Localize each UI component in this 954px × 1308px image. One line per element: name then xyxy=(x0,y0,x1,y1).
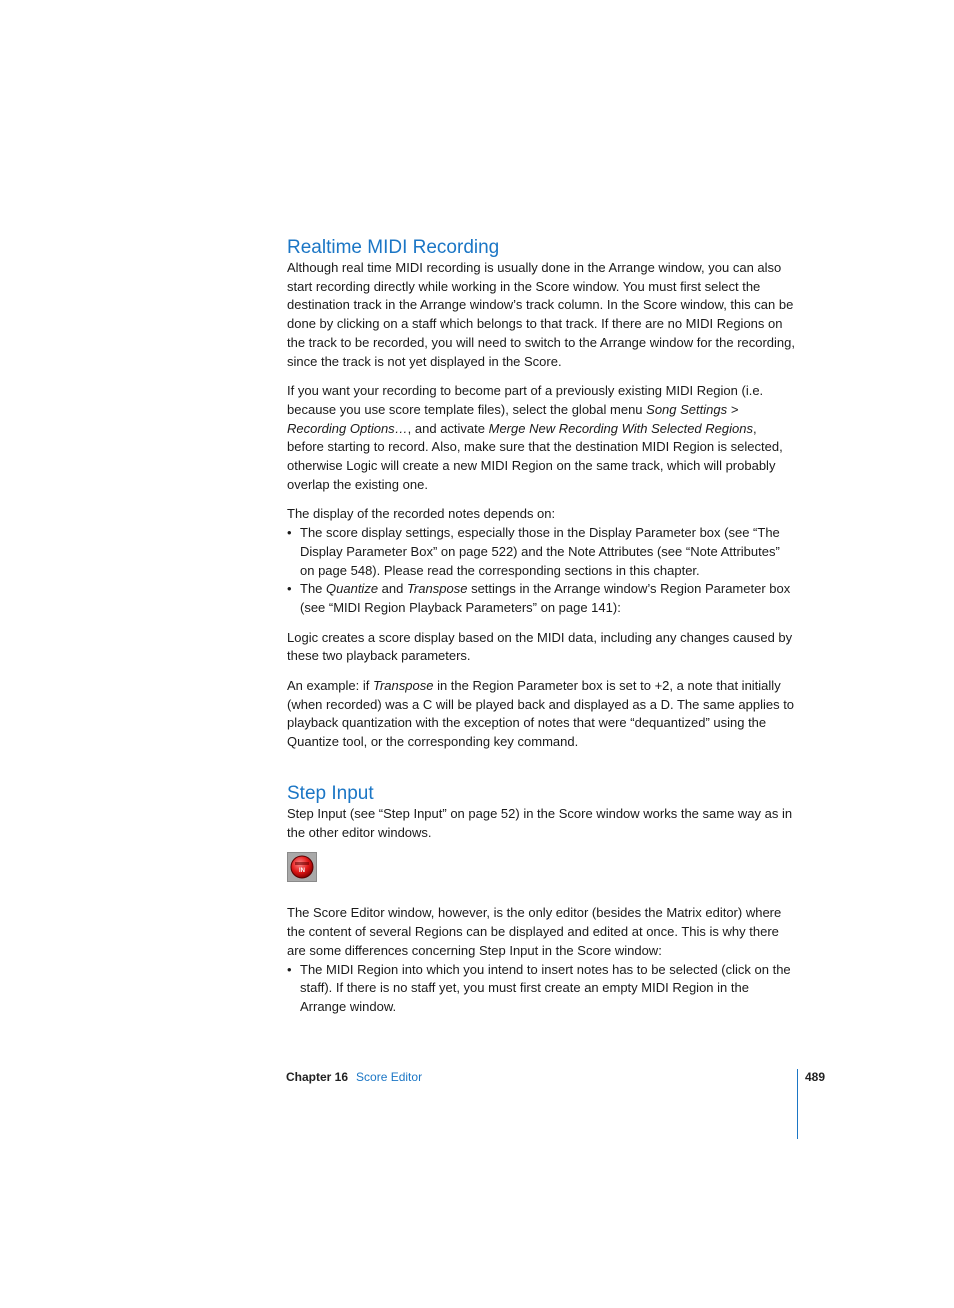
page-footer xyxy=(286,1070,422,1084)
section-realtime-midi-recording xyxy=(287,237,797,752)
section-link[interactable]: Score Editor xyxy=(356,1070,423,1084)
step-input-icon xyxy=(287,852,317,882)
text-run: , and activate xyxy=(407,420,489,436)
paragraph: The Score Editor window, however, is the only editor (besides the Matrix editor) where the content of several Regions can be displayed and edited at once. This is why there are some differences concerning Step Input in the Score window: xyxy=(287,905,782,958)
footer-divider xyxy=(797,1069,798,1139)
list-item xyxy=(287,580,797,617)
param-name: Quantize xyxy=(326,581,379,597)
chapter-label: Chapter 16 xyxy=(286,1070,349,1084)
text-run: The score display settings, especially those in the Display Parameter box (see “The Display Parameter Box” on page 522) and the Note Attributes (see “Note Attributes” on page 548). Please read the corresponding sections in this chapter. xyxy=(300,525,780,578)
paragraph: Although real time MIDI recording is usually done in the Arrange window, you can also start recording directly while working in the Score window. You must first select the destination track in the Arrange window’s track column. In the Score window, this can be done by clicking on a staff which belongs to that track. If there are no MIDI Regions on the track to be recorded, you will need to switch to the Arrange window for the recording, since the track is not yet displayed in the Score. xyxy=(287,260,795,369)
page-number: 489 xyxy=(805,1070,826,1084)
paragraph: Logic creates a score display based on the MIDI data, including any changes caused by these two playback parameters. xyxy=(287,629,793,664)
text-run: The xyxy=(300,581,327,597)
list-item: • The MIDI Region into which you intend to insert notes has to be selected (click on the staff). If there is no staff yet, you must first create an empty MIDI Region in the Arrange window. xyxy=(287,961,797,1017)
section-heading: Step Input xyxy=(287,783,374,804)
bullet-list xyxy=(287,961,797,1017)
param-name: Transpose xyxy=(373,678,434,694)
text-run: If you want your recording to become part of a previously existing MIDI Region (i.e. because you use score template files), select the global menu xyxy=(287,383,764,417)
text-run: , before starting to record. Also, make sure that the destination MIDI Region is selected, otherwise Logic will create a new MIDI Region on the same track, which will probably overlap the existing one. xyxy=(287,420,783,492)
bullet-list xyxy=(287,524,797,618)
section-heading: Realtime MIDI Recording xyxy=(287,237,500,258)
paragraph: The display of the recorded notes depends on: xyxy=(287,506,556,522)
option-name: Merge New Recording With Selected Regions xyxy=(488,420,753,436)
param-name: Transpose xyxy=(406,581,468,597)
paragraph xyxy=(287,382,797,494)
menu-path: Song Settings > Recording Options… xyxy=(287,401,739,436)
icon-text: IN xyxy=(299,868,305,875)
text-run: An example: if xyxy=(287,678,373,694)
text-run: settings in the Arrange window’s Region Parameter box (see “MIDI Region Playback Parameters” on page 141): xyxy=(300,581,791,615)
paragraph xyxy=(287,677,797,752)
list-item xyxy=(287,524,797,580)
text-run: and xyxy=(378,581,407,597)
section-step-input xyxy=(287,783,797,1017)
text-run: in the Region Parameter box is set to +2, a note that initially (when recorded) was a C will be played back and displayed as a D. The same applies to playback quantization with the exception of notes that were “dequantized” using the Quantize tool, or the corresponding key command. xyxy=(287,678,795,750)
paragraph: Step Input (see “Step Input” on page 52) in the Score window works the same way as in the other editor windows. xyxy=(287,806,793,840)
